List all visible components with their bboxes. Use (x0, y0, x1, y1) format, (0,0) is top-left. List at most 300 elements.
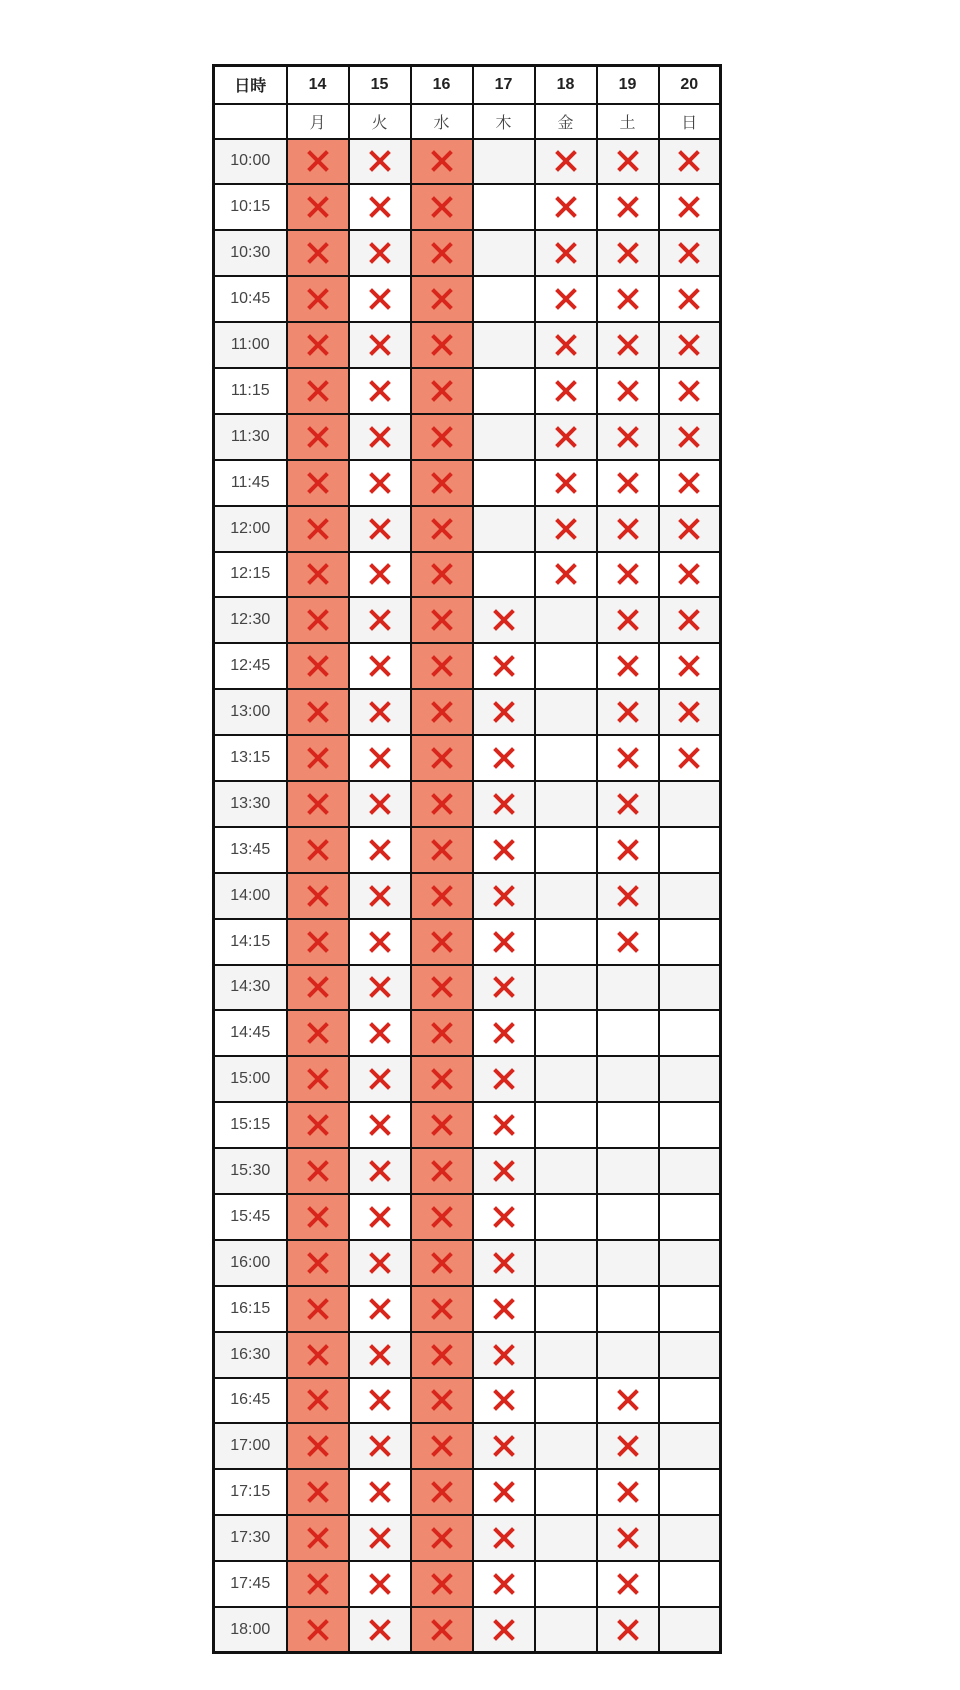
slot-unavailable (411, 1561, 473, 1607)
slot-unavailable (597, 1423, 659, 1469)
slot-available[interactable] (473, 230, 535, 276)
slot-unavailable (597, 368, 659, 414)
cross-icon (616, 884, 640, 908)
weekday-header-mon: 月 (287, 104, 349, 139)
cross-icon (306, 1021, 330, 1045)
slot-available[interactable] (659, 827, 721, 873)
slot-unavailable (597, 276, 659, 322)
slot-available[interactable] (535, 965, 597, 1011)
cross-icon (616, 379, 640, 403)
slot-available[interactable] (535, 1469, 597, 1515)
slot-unavailable (411, 1607, 473, 1653)
slot-available[interactable] (535, 643, 597, 689)
slot-available[interactable] (597, 1102, 659, 1148)
slot-available[interactable] (597, 1148, 659, 1194)
time-slot-row (214, 1469, 721, 1515)
time-label: 10:30 (214, 230, 287, 276)
slot-unavailable (349, 597, 411, 643)
cross-icon (430, 517, 454, 541)
slot-unavailable (411, 506, 473, 552)
slot-available[interactable] (659, 1423, 721, 1469)
slot-unavailable (597, 552, 659, 598)
slot-available[interactable] (659, 781, 721, 827)
slot-unavailable (473, 1423, 535, 1469)
time-slot-row (214, 1056, 721, 1102)
slot-available[interactable] (659, 1010, 721, 1056)
slot-unavailable (349, 1148, 411, 1194)
slot-unavailable (411, 1286, 473, 1332)
cross-icon (616, 1434, 640, 1458)
slot-unavailable (597, 230, 659, 276)
reservation-availability-table (212, 64, 722, 1654)
slot-unavailable (473, 827, 535, 873)
slot-unavailable (473, 1194, 535, 1240)
slot-unavailable (535, 276, 597, 322)
cross-icon (306, 333, 330, 357)
cross-icon (492, 1159, 516, 1183)
time-label: 15:45 (214, 1194, 287, 1240)
slot-unavailable (349, 276, 411, 322)
cross-icon (492, 1480, 516, 1504)
cross-icon (368, 1434, 392, 1458)
time-slot-row (214, 873, 721, 919)
cross-icon (306, 930, 330, 954)
slot-available[interactable] (535, 1423, 597, 1469)
cross-icon (430, 333, 454, 357)
slot-unavailable (287, 919, 349, 965)
time-slot-row (214, 1286, 721, 1332)
cross-icon (677, 287, 701, 311)
date-header-row (214, 66, 721, 104)
slot-unavailable (287, 230, 349, 276)
date-header-19: 19 (597, 66, 659, 104)
slot-unavailable (473, 597, 535, 643)
slot-available[interactable] (473, 139, 535, 185)
slot-available[interactable] (473, 506, 535, 552)
slot-unavailable (349, 827, 411, 873)
cross-icon (492, 1205, 516, 1229)
time-slot-row (214, 1423, 721, 1469)
slot-available[interactable] (535, 1010, 597, 1056)
slot-available[interactable] (659, 1240, 721, 1286)
cross-icon (306, 287, 330, 311)
cross-icon (492, 1251, 516, 1275)
slot-unavailable (473, 919, 535, 965)
slot-available[interactable] (597, 965, 659, 1011)
time-label: 18:00 (214, 1607, 287, 1653)
slot-unavailable (349, 1378, 411, 1424)
cross-icon (306, 700, 330, 724)
slot-unavailable (349, 414, 411, 460)
slot-unavailable (473, 1010, 535, 1056)
slot-unavailable (535, 368, 597, 414)
slot-available[interactable] (535, 1148, 597, 1194)
cross-icon (616, 195, 640, 219)
time-label: 13:45 (214, 827, 287, 873)
slot-unavailable (659, 139, 721, 185)
time-label: 13:00 (214, 689, 287, 735)
time-slot-row (214, 506, 721, 552)
cross-icon (306, 1434, 330, 1458)
slot-unavailable (411, 919, 473, 965)
slot-available[interactable] (535, 1240, 597, 1286)
slot-unavailable (411, 1102, 473, 1148)
cross-icon (306, 379, 330, 403)
cross-icon (430, 195, 454, 219)
cross-icon (554, 562, 578, 586)
slot-unavailable (659, 460, 721, 506)
time-slot-row (214, 1148, 721, 1194)
slot-available[interactable] (473, 322, 535, 368)
cross-icon (430, 975, 454, 999)
time-slot-row (214, 1010, 721, 1056)
cross-icon (616, 746, 640, 770)
slot-unavailable (349, 139, 411, 185)
cross-icon (368, 149, 392, 173)
slot-available[interactable] (659, 1378, 721, 1424)
cross-icon (677, 654, 701, 678)
cross-icon (306, 884, 330, 908)
slot-unavailable (597, 139, 659, 185)
slot-unavailable (411, 1332, 473, 1378)
cross-icon (306, 1480, 330, 1504)
slot-available[interactable] (597, 1240, 659, 1286)
slot-unavailable (659, 322, 721, 368)
cross-icon (430, 700, 454, 724)
slot-unavailable (411, 184, 473, 230)
time-label: 17:00 (214, 1423, 287, 1469)
cross-icon (492, 930, 516, 954)
cross-icon (616, 608, 640, 632)
slot-unavailable (349, 1561, 411, 1607)
slot-available[interactable] (597, 1286, 659, 1332)
time-slot-row (214, 1194, 721, 1240)
slot-unavailable (349, 1515, 411, 1561)
cross-icon (430, 746, 454, 770)
slot-available[interactable] (659, 1561, 721, 1607)
cross-icon (368, 884, 392, 908)
slot-available[interactable] (597, 1056, 659, 1102)
slot-unavailable (659, 552, 721, 598)
cross-icon (677, 425, 701, 449)
slot-available[interactable] (535, 1515, 597, 1561)
slot-available[interactable] (535, 919, 597, 965)
slot-available[interactable] (473, 368, 535, 414)
cross-icon (554, 333, 578, 357)
cross-icon (430, 884, 454, 908)
slot-unavailable (349, 230, 411, 276)
cross-icon (306, 562, 330, 586)
slot-unavailable (349, 643, 411, 689)
slot-unavailable (287, 827, 349, 873)
time-slot-row (214, 322, 721, 368)
slot-available[interactable] (535, 1056, 597, 1102)
cross-icon (677, 700, 701, 724)
cross-icon (492, 654, 516, 678)
cross-icon (492, 1618, 516, 1642)
cross-icon (430, 1480, 454, 1504)
cross-icon (616, 471, 640, 495)
cross-icon (430, 1205, 454, 1229)
slot-available[interactable] (597, 1010, 659, 1056)
cross-icon (492, 746, 516, 770)
slot-unavailable (473, 873, 535, 919)
time-slot-row (214, 184, 721, 230)
slot-unavailable (659, 414, 721, 460)
slot-unavailable (473, 689, 535, 735)
slot-unavailable (597, 643, 659, 689)
slot-available[interactable] (659, 919, 721, 965)
slot-available[interactable] (535, 689, 597, 735)
slot-unavailable (535, 414, 597, 460)
cross-icon (616, 792, 640, 816)
time-label: 10:45 (214, 276, 287, 322)
slot-available[interactable] (535, 1102, 597, 1148)
slot-unavailable (411, 965, 473, 1011)
slot-unavailable (473, 1056, 535, 1102)
time-label: 15:15 (214, 1102, 287, 1148)
cross-icon (492, 1526, 516, 1550)
cross-icon (368, 1480, 392, 1504)
time-label: 15:30 (214, 1148, 287, 1194)
time-slot-row (214, 1332, 721, 1378)
slot-unavailable (287, 1423, 349, 1469)
weekday-header-fri: 金 (535, 104, 597, 139)
slot-unavailable (473, 1240, 535, 1286)
slot-available[interactable] (473, 276, 535, 322)
slot-unavailable (473, 1286, 535, 1332)
slot-unavailable (287, 184, 349, 230)
time-slot-row (214, 597, 721, 643)
slot-available[interactable] (659, 1469, 721, 1515)
cross-icon (616, 700, 640, 724)
slot-unavailable (287, 460, 349, 506)
slot-available[interactable] (659, 1056, 721, 1102)
cross-icon (430, 1572, 454, 1596)
slot-available[interactable] (659, 965, 721, 1011)
time-slot-row (214, 643, 721, 689)
cross-icon (616, 287, 640, 311)
cross-icon (430, 1343, 454, 1367)
slot-unavailable (411, 322, 473, 368)
time-slot-row (214, 276, 721, 322)
cross-icon (306, 425, 330, 449)
slot-unavailable (349, 1240, 411, 1286)
cross-icon (368, 471, 392, 495)
time-label: 17:45 (214, 1561, 287, 1607)
slot-unavailable (473, 1102, 535, 1148)
slot-unavailable (659, 276, 721, 322)
slot-available[interactable] (473, 184, 535, 230)
time-label: 14:30 (214, 965, 287, 1011)
time-slot-row (214, 414, 721, 460)
slot-unavailable (349, 322, 411, 368)
slot-unavailable (411, 1378, 473, 1424)
time-label: 14:15 (214, 919, 287, 965)
slot-available[interactable] (659, 1332, 721, 1378)
cross-icon (492, 884, 516, 908)
slot-unavailable (659, 689, 721, 735)
slot-available[interactable] (535, 1286, 597, 1332)
cross-icon (368, 1618, 392, 1642)
table-header (214, 66, 721, 139)
slot-available[interactable] (473, 414, 535, 460)
cross-icon (368, 1343, 392, 1367)
slot-available[interactable] (535, 1561, 597, 1607)
slot-unavailable (659, 368, 721, 414)
weekday-header-row (214, 104, 721, 139)
cross-icon (492, 1113, 516, 1137)
cross-icon (306, 975, 330, 999)
time-column-header: 日時 (214, 66, 287, 104)
slot-available[interactable] (535, 1607, 597, 1653)
slot-available[interactable] (659, 1515, 721, 1561)
time-label: 16:00 (214, 1240, 287, 1286)
slot-available[interactable] (535, 1332, 597, 1378)
slot-available[interactable] (535, 1194, 597, 1240)
slot-unavailable (473, 1148, 535, 1194)
date-header-16: 16 (411, 66, 473, 104)
slot-unavailable (287, 139, 349, 185)
cross-icon (554, 149, 578, 173)
cross-icon (368, 930, 392, 954)
slot-available[interactable] (659, 1148, 721, 1194)
cross-icon (430, 425, 454, 449)
cross-icon (430, 1251, 454, 1275)
slot-unavailable (411, 1148, 473, 1194)
slot-available[interactable] (659, 1194, 721, 1240)
slot-unavailable (473, 1378, 535, 1424)
cross-icon (306, 608, 330, 632)
slot-available[interactable] (659, 1286, 721, 1332)
cross-icon (430, 1113, 454, 1137)
time-slot-row (214, 1240, 721, 1286)
slot-unavailable (349, 1102, 411, 1148)
cross-icon (677, 241, 701, 265)
slot-available[interactable] (597, 1194, 659, 1240)
slot-unavailable (597, 1378, 659, 1424)
time-label: 13:15 (214, 735, 287, 781)
slot-unavailable (411, 597, 473, 643)
cross-icon (616, 425, 640, 449)
slot-unavailable (597, 1607, 659, 1653)
cross-icon (368, 1067, 392, 1091)
slot-available[interactable] (535, 781, 597, 827)
slot-unavailable (597, 184, 659, 230)
time-slot-row (214, 1102, 721, 1148)
slot-unavailable (349, 1286, 411, 1332)
time-label: 12:15 (214, 552, 287, 598)
slot-unavailable (287, 781, 349, 827)
cross-icon (677, 608, 701, 632)
time-label: 17:15 (214, 1469, 287, 1515)
time-slot-row (214, 230, 721, 276)
cross-icon (368, 1572, 392, 1596)
cross-icon (430, 792, 454, 816)
slot-unavailable (287, 1010, 349, 1056)
time-label: 16:15 (214, 1286, 287, 1332)
slot-unavailable (597, 597, 659, 643)
slot-unavailable (597, 1561, 659, 1607)
slot-unavailable (597, 873, 659, 919)
cross-icon (616, 1480, 640, 1504)
slot-unavailable (411, 1010, 473, 1056)
slot-unavailable (349, 460, 411, 506)
cross-icon (616, 1388, 640, 1412)
slot-unavailable (411, 1423, 473, 1469)
time-slot-row (214, 735, 721, 781)
time-label: 12:30 (214, 597, 287, 643)
cross-icon (306, 241, 330, 265)
slot-unavailable (411, 1240, 473, 1286)
date-header-15: 15 (349, 66, 411, 104)
cross-icon (368, 379, 392, 403)
slot-unavailable (597, 689, 659, 735)
slot-unavailable (287, 552, 349, 598)
slot-unavailable (411, 1469, 473, 1515)
cross-icon (430, 241, 454, 265)
slot-unavailable (411, 1056, 473, 1102)
slot-available[interactable] (535, 1378, 597, 1424)
weekday-header-thu: 木 (473, 104, 535, 139)
slot-unavailable (411, 689, 473, 735)
cross-icon (368, 287, 392, 311)
slot-available[interactable] (659, 1607, 721, 1653)
slot-available[interactable] (535, 827, 597, 873)
slot-unavailable (287, 689, 349, 735)
time-label: 10:15 (214, 184, 287, 230)
slot-unavailable (287, 1332, 349, 1378)
cross-icon (368, 1526, 392, 1550)
slot-available[interactable] (535, 735, 597, 781)
weekday-header-blank (214, 104, 287, 139)
slot-unavailable (659, 735, 721, 781)
slot-unavailable (597, 460, 659, 506)
slot-unavailable (411, 552, 473, 598)
cross-icon (368, 975, 392, 999)
cross-icon (677, 562, 701, 586)
slot-available[interactable] (535, 597, 597, 643)
cross-icon (368, 1205, 392, 1229)
time-label: 11:45 (214, 460, 287, 506)
cross-icon (306, 792, 330, 816)
cross-icon (306, 1343, 330, 1367)
slot-available[interactable] (659, 1102, 721, 1148)
slot-available[interactable] (473, 460, 535, 506)
date-header-14: 14 (287, 66, 349, 104)
cross-icon (554, 241, 578, 265)
cross-icon (554, 471, 578, 495)
slot-unavailable (473, 735, 535, 781)
slot-unavailable (535, 460, 597, 506)
slot-unavailable (287, 1056, 349, 1102)
cross-icon (492, 1434, 516, 1458)
cross-icon (306, 195, 330, 219)
slot-available[interactable] (659, 873, 721, 919)
slot-available[interactable] (473, 552, 535, 598)
cross-icon (554, 195, 578, 219)
cross-icon (368, 654, 392, 678)
slot-unavailable (411, 873, 473, 919)
cross-icon (492, 1572, 516, 1596)
date-header-18: 18 (535, 66, 597, 104)
cross-icon (492, 792, 516, 816)
slot-unavailable (287, 1607, 349, 1653)
slot-unavailable (411, 781, 473, 827)
slot-unavailable (535, 506, 597, 552)
slot-available[interactable] (597, 1332, 659, 1378)
slot-available[interactable] (535, 873, 597, 919)
